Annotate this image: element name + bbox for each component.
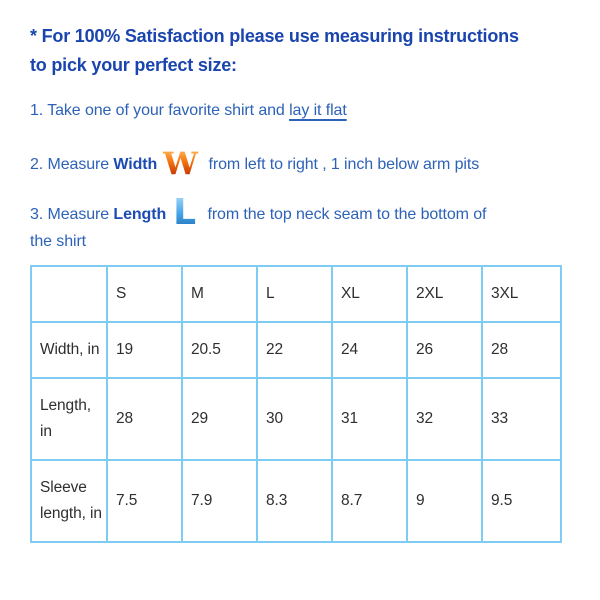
size-cell: 22 xyxy=(257,322,332,378)
size-column-header-2xl: 2XL xyxy=(407,266,482,322)
size-table xyxy=(30,265,562,543)
step-1 xyxy=(30,100,572,122)
step-3-rest: from the top neck seam to the bottom of xyxy=(203,206,487,223)
row-label-sleeve-length: Sleeve length, in xyxy=(31,460,107,542)
satisfaction-note xyxy=(30,22,572,80)
step-2-rest: from left to right , 1 inch below arm pits xyxy=(204,156,480,173)
size-cell: 20.5 xyxy=(182,322,257,378)
size-cell: 28 xyxy=(482,322,561,378)
size-cell: 8.3 xyxy=(257,460,332,542)
size-cell: 9 xyxy=(407,460,482,542)
size-cell: 32 xyxy=(407,378,482,460)
size-cell: 30 xyxy=(257,378,332,460)
size-cell: 26 xyxy=(407,322,482,378)
size-table-header-row xyxy=(31,266,561,322)
size-cell: 19 xyxy=(107,322,182,378)
size-cell: 7.5 xyxy=(107,460,182,542)
table-row-width xyxy=(31,322,561,378)
step-3-keyword-length: Length xyxy=(113,206,167,223)
size-cell: 8.7 xyxy=(332,460,407,542)
step-1-text: 1. Take one of your favorite shirt and xyxy=(30,102,290,119)
satisfaction-note-line1: * For 100% Satisfaction please use measuring instructions xyxy=(30,26,519,46)
size-cell: 9.5 xyxy=(482,460,561,542)
svg-text:W: W xyxy=(163,146,199,181)
corner-cell xyxy=(31,266,107,322)
size-cell: 24 xyxy=(332,322,407,378)
row-label-length: Length, in xyxy=(31,378,107,460)
table-row-sleeve-length xyxy=(31,460,561,542)
size-column-header-3xl: 3XL xyxy=(482,266,561,322)
size-column-header-l: L xyxy=(257,266,332,322)
satisfaction-note-line2: to pick your perfect size: xyxy=(30,55,237,75)
row-label-width: Width, in xyxy=(31,322,107,378)
step-3 xyxy=(30,189,572,253)
size-column-header-xl: XL xyxy=(332,266,407,322)
lay-it-flat-underlined-text: lay it flat xyxy=(289,102,347,119)
step-2-keyword-width: Width xyxy=(113,156,158,173)
length-l-icon xyxy=(171,189,198,231)
size-cell: 7.9 xyxy=(182,460,257,542)
size-cell: 29 xyxy=(182,378,257,460)
size-cell: 28 xyxy=(107,378,182,460)
size-cell: 33 xyxy=(482,378,561,460)
size-column-header-s: S xyxy=(107,266,182,322)
size-cell: 31 xyxy=(332,378,407,460)
width-w-icon xyxy=(162,141,199,181)
step-2 xyxy=(30,141,572,181)
step-3-wrap-line: the shirt xyxy=(30,233,87,250)
table-row-length xyxy=(31,378,561,460)
step-2-text: 2. Measure xyxy=(30,156,114,173)
svg-text:L: L xyxy=(173,192,197,231)
size-column-header-m: M xyxy=(182,266,257,322)
step-3-text: 3. Measure xyxy=(30,206,114,223)
